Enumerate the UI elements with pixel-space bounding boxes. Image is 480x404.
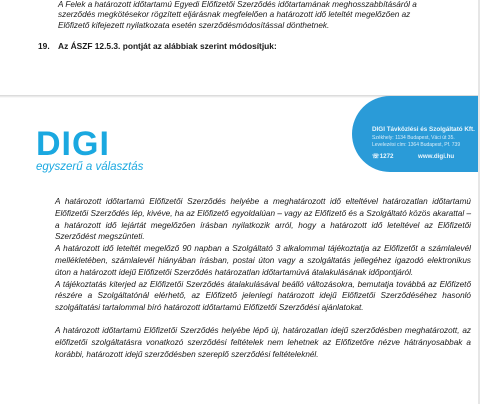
previous-page-paragraph (58, 0, 468, 31)
text-line: szerződés megkötésekor rögzített eljárásnak megfelelően a határozott idő leteltét megelőzően az (58, 10, 411, 20)
logo-tagline: egyszerű a választás (36, 161, 144, 173)
body-paragraph: A határozott időtartamú Előfizetői Szerződés helyébe lépő új, határozatlan idejű szerződésben meghatározott, az előfizetői szolgáltatásra vonatkozó szerződési feltételek nem lehetnek az Előfizetőre nézve hátrányosabbak a korábbi, határozott idejű szerződésben szereplő szerződési feltételeknél. (55, 325, 471, 359)
logo-wordmark: DIGI (36, 125, 110, 163)
company-mail-address: Levelezési cím: 1364 Budapest, Pf. 739 (372, 142, 461, 148)
page-break (0, 70, 480, 98)
company-info-badge (352, 96, 480, 172)
company-phone: ☏1272 (372, 153, 394, 160)
text-line: A Felek a határozott időtartamú Egyedi Előfizetői Szerződés időtartamának meghosszabbításáról a (58, 0, 417, 9)
body-paragraph: A tájékoztatás kiterjed az Előfizetői Szerződés átalakulásával beálló változásokra, bemutatja továbbá az Előfizető részére a Szolgáltatónál elérhető, az Előfizető jelenlegi határozott idejű Előfizetői Szerződéséhez hasonló szolgáltatási tartalommal bíró határozott időtartamú Előfizetői Szerződési ajánlatokat. (55, 279, 471, 313)
digi-logo (36, 127, 143, 173)
company-name: DIGI Távközlési és Szolgáltató Kft. (372, 126, 475, 133)
company-website: www.digi.hu (418, 153, 455, 160)
document-body (55, 196, 471, 360)
text-line: Előfizető kifejezett nyilatkozata esetén szerződésmódosítással dönthetnek. (58, 20, 330, 30)
company-address: Székhely: 1134 Budapest, Váci út 35. (372, 135, 455, 141)
section-number: 19. (38, 41, 50, 51)
body-paragraph: A határozott időtartamú Előfizetői Szerződés helyébe a meghatározott idő elteltével határozatlan időtartamú Előfizetői Szerződés lép, kivéve, ha az Előfizető egyoldalúan – vagy az Előfizető és a Szolgáltató közös akarattal – a határozott idő lejártát megelőzően írásban nyilatkozik arról, hogy a határozott idő leteltével az Előfizetői Szerződést megszünteti. (55, 197, 471, 242)
section-heading (38, 41, 277, 51)
body-paragraph: A határozott idő leteltét megelőző 90 napban a Szolgáltató 3 alkalommal tájékoztatja az Előfizetőt a számlalevél mellékletében, számlalevél hiányában írásban, postai úton vagy a szolgáltatás jellegéhez igazodó elektronikus úton a határozott idejű Előfizetői Szerződés határozatlan időtartamúvá átalakulásának időpontjáról. (55, 244, 471, 277)
section-text: Az ÁSZF 12.5.3. pontját az alábbiak szerint módosítjuk: (58, 41, 277, 51)
